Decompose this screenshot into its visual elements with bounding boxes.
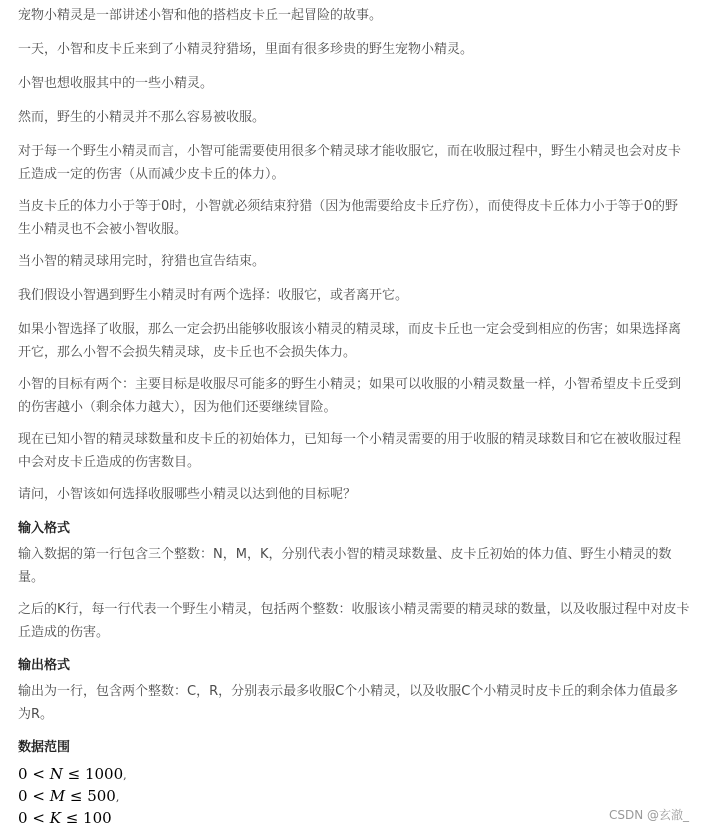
paragraph: 现在已知小智的精灵球数量和皮卡丘的初始体力，已知每一个小精灵需要的用于收服的精灵球数目和它在被收服过程中会对皮卡丘造成的伤害数目。 [18,432,682,470]
csdn-watermark: CSDN @玄澈_ [608,808,689,822]
paragraph: 当皮卡丘的体力小于等于0时，小智就必须结束狩猎（因为他需要给皮卡丘疗伤），而使得皮卡丘体力小于等于0的野生小精灵也不会被小智收服。 [18,199,679,237]
paragraph: 如果小智选择了收服，那么一定会扔出能够收服该小精灵的精灵球，而皮卡丘也一定会受到相应的伤害；如果选择离开它，那么小智不会损失精灵球，皮卡丘也不会损失体力。 [18,322,682,360]
paragraph: 一天，小智和皮卡丘来到了小精灵狩猎场，里面有很多珍贵的野生宠物小精灵。 [18,42,474,57]
constraint-n: 0 < N ≤ 1000, [18,765,127,783]
constraint-k: 0 < K ≤ 100 [18,809,112,827]
data-range-heading: 数据范围 [18,740,71,755]
paragraph: 对于每一个野生小精灵而言，小智可能需要使用很多个精灵球才能收服它，而在收服过程中，野生小精灵也会对皮卡丘造成一定的伤害（从而减少皮卡丘的体力）。 [18,144,682,182]
constraint-m: 0 < M ≤ 500, [18,787,120,805]
paragraph: 请问，小智该如何选择收服哪些小精灵以达到他的目标呢？ [18,487,357,502]
paragraph: 宠物小精灵是一部讲述小智和他的搭档皮卡丘一起冒险的故事。 [18,8,383,23]
output-format-heading: 输出格式 [18,658,71,673]
paragraph: 我们假设小智遇到野生小精灵时有两个选择：收服它，或者离开它。 [18,288,409,303]
paragraph: 当小智的精灵球用完时，狩猎也宣告结束。 [18,254,266,269]
input-format-heading: 输入格式 [18,521,71,536]
input-format-paragraph: 输入数据的第一行包含三个整数：N，M，K，分别代表小智的精灵球数量、皮卡丘初始的体力值、野生小精灵的数量。 [18,547,672,585]
paragraph: 小智的目标有两个：主要目标是收服尽可能多的野生小精灵；如果可以收服的小精灵数量一样，小智希望皮卡丘受到的伤害越小（剩余体力越大），因为他们还要继续冒险。 [18,377,682,415]
paragraph: 然而，野生的小精灵并不那么容易被收服。 [18,110,266,125]
paragraph: 小智也想收服其中的一些小精灵。 [18,76,214,91]
input-format-paragraph: 之后的K行，每一行代表一个野生小精灵，包括两个整数：收服该小精灵需要的精灵球的数量，以及收服过程中对皮卡丘造成的伤害。 [18,602,690,640]
output-format-paragraph: 输出为一行，包含两个整数：C，R，分别表示最多收服C个小精灵，以及收服C个小精灵时皮卡丘的剩余体力值最多为R。 [18,684,679,722]
